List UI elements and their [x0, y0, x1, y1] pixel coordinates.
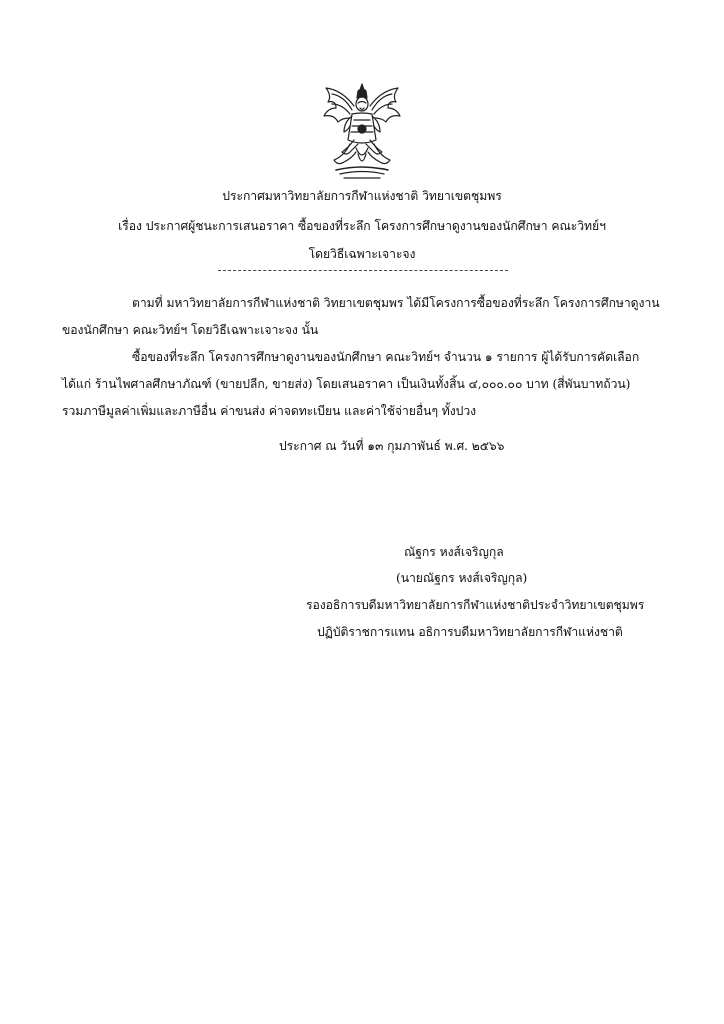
paragraph-2-line-2: ได้แก่ ร้านไพศาลศึกษาภัณฑ์ (ขายปลีก, ขายส่ง) โดยเสนอราคา เป็นเงินทั้งสิ้น ๔,๐๐๐.๐๐ บาท (สี่พันบาทถ้วน) [62, 377, 631, 391]
paragraph-1-line-2: ของนักศึกษา คณะวิทย์ฯ โดยวิธีเฉพาะเจาะจง นั้น [62, 323, 319, 337]
paragraph-1-line-1: ตามที่ มหาวิทยาลัยการกีฬาแห่งชาติ วิทยาเขตชุมพร ได้มีโครงการซื้อของที่ระลึก โครงการศึกษาดูงาน [132, 296, 660, 310]
divider-line [218, 270, 508, 271]
paragraph-2-line-3: รวมภาษีมูลค่าเพิ่มและภาษีอื่น ค่าขนส่ง ค่าจดทะเบียน และค่าใช้จ่ายอื่นๆ ทั้งปวง [62, 404, 477, 418]
announcement-agency: ประกาศมหาวิทยาลัยการกีฬาแห่งชาติ วิทยาเขตชุมพร [222, 189, 502, 203]
procurement-method: โดยวิธีเฉพาะเจาะจง [308, 247, 416, 261]
signer-position-1: รองอธิการบดีมหาวิทยาลัยการกีฬาแห่งชาติประจำวิทยาเขตชุมพร [306, 598, 645, 612]
garuda-emblem-icon [314, 82, 410, 186]
printed-name: (นายณัฐกร หงส์เจริญกุล) [396, 571, 528, 585]
announcement-date: ประกาศ ณ วันที่ ๑๓ กุมภาพันธ์ พ.ศ. ๒๕๖๖ [279, 439, 505, 453]
signature-name: ณัฐกร หงส์เจริญกุล [404, 545, 504, 559]
announcement-subject: เรื่อง ประกาศผู้ชนะการเสนอราคา ซื้อของที่ระลึก โครงการศึกษาดูงานของนักศึกษา คณะวิทย์ฯ [118, 219, 606, 233]
signer-position-2: ปฏิบัติราชการแทน อธิการบดีมหาวิทยาลัยการกีฬาแห่งชาติ [317, 625, 623, 639]
paragraph-2-line-1: ซื้อของที่ระลึก โครงการศึกษาดูงานของนักศึกษา คณะวิทย์ฯ จำนวน ๑ รายการ ผู้ได้รับการคัดเลือก [132, 350, 640, 364]
